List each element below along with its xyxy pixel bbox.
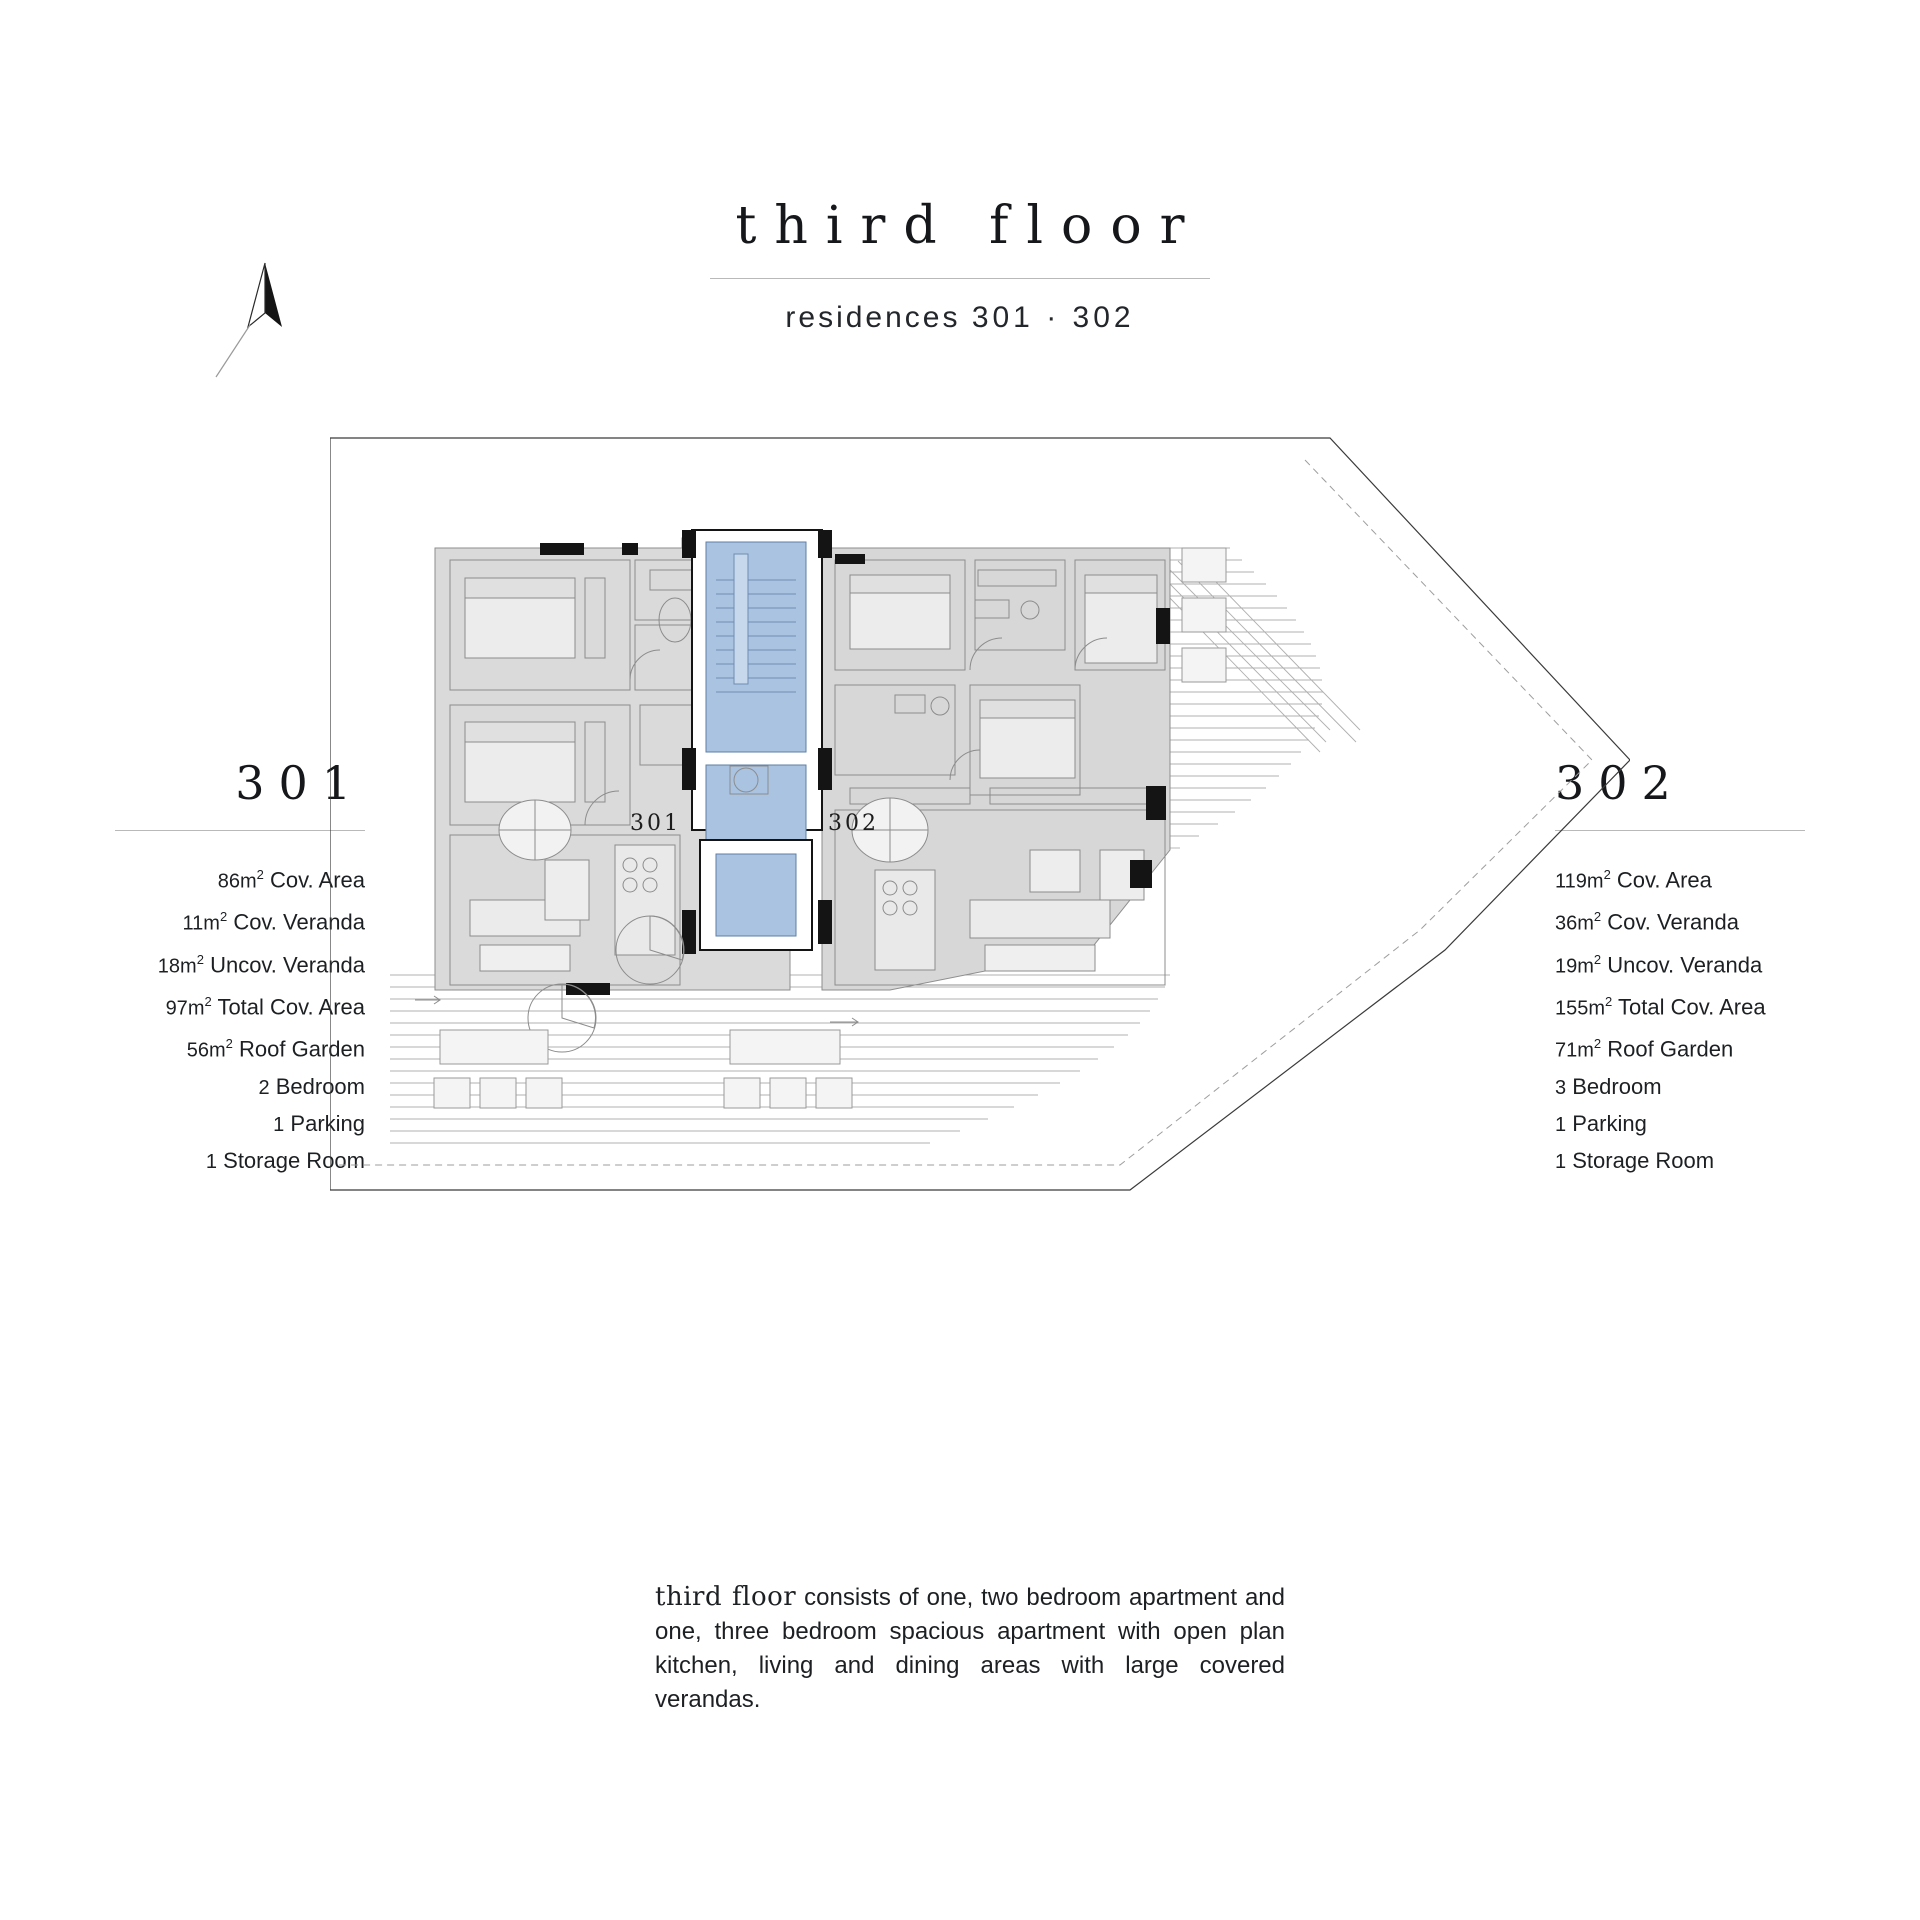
list-item: 1 Parking [273, 1110, 365, 1136]
list-item: $71m^2$ Roof Garden [1555, 1036, 1734, 1062]
list-item: 2 Bedroom [258, 1073, 365, 1099]
title-divider [710, 278, 1210, 279]
unit-info-301 [115, 756, 365, 1180]
list-item: $19m^2$ Uncov. Veranda [1555, 951, 1763, 977]
list-item: $18m^2$ Uncov. Veranda [157, 951, 365, 977]
list-item: $56m^2$ Roof Garden [186, 1036, 365, 1062]
unit-number-302: 302 [1555, 756, 1685, 810]
list-item: 1 Storage Room [205, 1147, 365, 1173]
subtitle-label: residences [785, 301, 961, 334]
list-item: 1 Storage Room [1555, 1147, 1715, 1173]
description-lead: third floor [655, 1582, 797, 1612]
vertical-circulation-core [692, 530, 822, 950]
list-item: $86m^2$ Cov. Area [217, 867, 365, 893]
north-arrow-icon [210, 255, 320, 385]
floor-description [655, 1580, 1285, 1717]
unit-spec-list-301 [115, 857, 365, 1180]
list-item: $119m^2$ Cov. Area [1555, 867, 1712, 893]
unit-number-301: 301 [235, 756, 365, 810]
unit-divider-301 [115, 830, 365, 831]
list-item: 1 Parking [1555, 1110, 1647, 1136]
subtitle-units: 301 · 302 [971, 301, 1135, 334]
list-item: $155m^2$ Total Cov. Area [1555, 993, 1766, 1020]
page-title: third floor [735, 196, 1203, 256]
description-body: consists of one, two bedroom apartment and one, three bedroom spacious apartment with open plan kitchen, living and dining areas with large covered verandas. [655, 1584, 1285, 1713]
list-item: $11m^2$ Cov. Veranda [182, 909, 365, 935]
list-item: $36m^2$ Cov. Veranda [1555, 909, 1739, 935]
floor-plan-drawing [330, 430, 1630, 1220]
plan-label-301: 301 [630, 811, 681, 836]
plan-label-302: 302 [828, 811, 879, 836]
list-item: 3 Bedroom [1555, 1073, 1662, 1099]
list-item: $97m^2$ Total Cov. Area [165, 993, 365, 1020]
